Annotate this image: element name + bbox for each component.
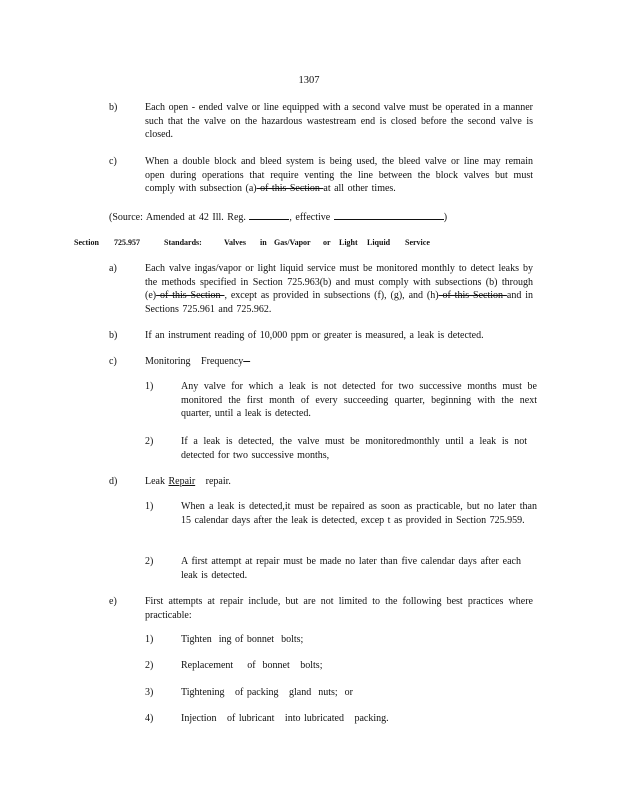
item-label-a: a) — [109, 263, 117, 274]
source-note — [109, 209, 539, 225]
item-label-c2: c) — [109, 356, 117, 367]
item-text-a — [145, 262, 533, 316]
item-text-a-main: Each valve ingas/vapor or light liquid service must be monitored monthly to detect leaks by the methods specified in Section 725.963(b) and must comply with subsections (b) through (e) — [145, 263, 533, 301]
item-label-b: b) — [109, 102, 118, 113]
item-text-b2: If an instrument reading of 10,000 ppm or greater is measured, a leak is detected. — [145, 330, 484, 341]
subitem-label: 1) — [145, 634, 154, 645]
section-title-word: or — [323, 238, 331, 247]
subitem-text: When a leak is detected,it must be repaired as soon as practicable, but no later than 15 calendar days after the leak is detected, excep t as provided in Section 725.959. — [181, 501, 537, 526]
item-text-d-end: repair. — [195, 476, 231, 487]
subitem-text: Injection of lubricant into lubricated packing. — [181, 713, 389, 724]
blank-line — [334, 209, 444, 220]
item-text-b: Each open - ended valve or line equipped with a second valve must be operated in a manner such that the valve on the hazardous wastestream end is closed before the second valve is closed. — [145, 102, 533, 140]
item-text-d — [145, 475, 533, 489]
subitem-text: Tighten ing of bonnet bolts; — [181, 634, 304, 645]
subitem-label: 1) — [145, 381, 154, 392]
struck-text: - — [243, 356, 251, 367]
item-text-c — [145, 155, 533, 196]
blank-line — [249, 209, 289, 220]
section-title-word: Gas/Vapor — [274, 238, 311, 247]
item-label-d: d) — [109, 476, 118, 487]
item-label-c: c) — [109, 156, 117, 167]
subitem-text: A first attempt at repair must be made no later than five calendar days after each leak is detected. — [181, 556, 521, 581]
page-number: 1307 — [298, 75, 320, 86]
section-title-word: Valves — [224, 238, 246, 247]
subitem-label: 2) — [145, 556, 154, 567]
section-title-word: in — [260, 238, 267, 247]
section-title: Standards: — [164, 238, 202, 247]
item-text-e: First attempts at repair include, but are not limited to the following best practices where practicable: — [145, 596, 533, 621]
section-number: 725.957 — [114, 238, 140, 247]
subitem-text: Replacement of bonnet bolts; — [181, 660, 323, 671]
section-title-word: Light — [339, 238, 358, 247]
struck-text: of this Section — [256, 183, 324, 194]
section-title-word: Service — [405, 238, 430, 247]
subitem-text: If a leak is detected, the valve must be monitoredmonthly until a leak is not detected for two successive months, — [181, 436, 527, 461]
item-label-b2: b) — [109, 330, 118, 341]
item-text-c-main: When a double block and bleed system is being used, the bleed valve or line may remain open during operations that require venting the line between the block valves but must comply with subsection (a) — [145, 156, 533, 194]
section-heading — [74, 236, 430, 250]
section-word: Section — [74, 238, 99, 247]
item-text-a-mid: , except as provided in subsections (f), (g), and (h) — [224, 290, 439, 301]
subitem-label: 2) — [145, 436, 154, 447]
item-text-d-main: Leak — [145, 476, 169, 487]
source-note-close: ) — [443, 212, 448, 223]
subitem-label: 4) — [145, 713, 154, 724]
source-note-text: (Source: Amended at 42 Ill. Reg. — [109, 212, 246, 223]
subitem-label: 3) — [145, 687, 154, 698]
source-note-effective: , effective — [289, 212, 331, 223]
subitem-label: 2) — [145, 660, 154, 671]
item-label-e: e) — [109, 596, 117, 607]
section-title-word: Liquid — [367, 238, 391, 247]
item-text-c-end: at all other times. — [323, 183, 396, 194]
struck-text: Repair — [168, 476, 196, 487]
subitem-label: 1) — [145, 501, 154, 512]
struck-text: of this Section — [438, 290, 507, 301]
item-text-a-end: and in Sections 725.961 and 725.962. — [145, 290, 534, 315]
struck-text: of this Section — [156, 290, 225, 301]
subitem-text: Any valve for which a leak is not detected for two successive months must be monitored the first month of every succeeding quarter, beginning with the next quarter, until a leak is detected. — [181, 381, 537, 419]
item-text-c2-main: Monitoring Frequency — [145, 356, 244, 367]
item-text-c2 — [145, 355, 533, 369]
subitem-text: Tightening of packing gland nuts; or — [181, 687, 354, 698]
